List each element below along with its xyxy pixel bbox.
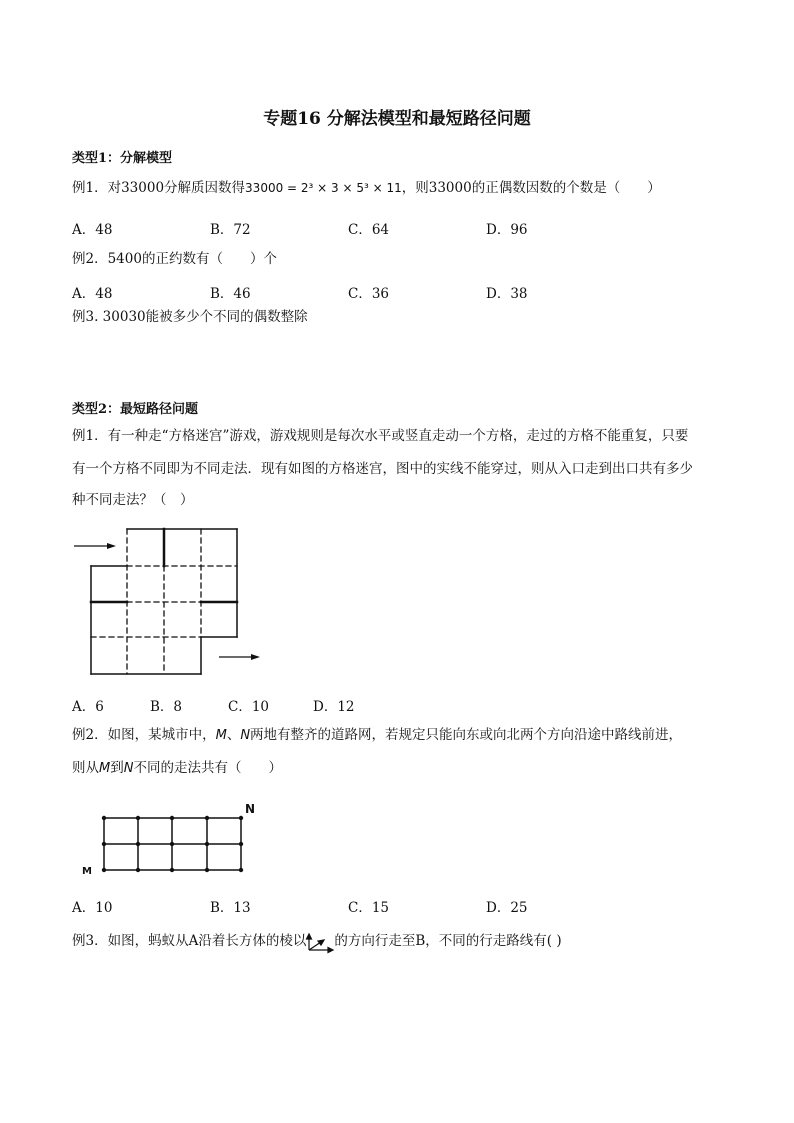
option-d: D．96 [486, 222, 528, 238]
grid-question-l2-post: 不同的走法共有（ ） [133, 760, 282, 776]
grid-question-prefix: 例2．如图，某城市中， [72, 727, 216, 743]
figure-m-label: M [82, 866, 92, 877]
maze-question-line-2: 有一个方格不同即为不同走法．现有如图的方格迷宫，图中的实线不能穿过，则从入口走到出口共有多少 [72, 461, 693, 477]
grid-question-l2-mid: 到 [110, 760, 124, 776]
option-d: D．12 [313, 699, 355, 715]
option-c: C．64 [348, 222, 390, 238]
example-1-prefix: 例1．对33000分解质因数得 [72, 180, 246, 196]
option-a: A．48 [72, 222, 113, 238]
maze-question-line-1: 例1．有一种走“方格迷宫”游戏，游戏规则是每次水平或竖直走动一个方格，走过的方格不能重复，只要 [72, 428, 689, 444]
section-heading-shortest-path: 类型2：最短路径问题 [72, 402, 199, 417]
ant-question-suffix: 的方向行走至B，不同的行走路线有( ) [334, 933, 562, 949]
option-c: C．15 [348, 900, 390, 916]
option-a: A．48 [72, 286, 113, 302]
option-c: C．36 [348, 286, 390, 302]
option-d: D．25 [486, 900, 528, 916]
figure-n-label: N [245, 802, 256, 816]
grid-question-line-1-rest: 两地有整齐的道路网，若规定只能向东或向北两个方向沿途中路线前进， [250, 727, 683, 743]
point-n-label: N [123, 761, 134, 776]
ant-question [72, 931, 562, 951]
option-a: A．10 [72, 900, 113, 916]
separator: 、 [226, 727, 241, 743]
example-3-question: 例3. 30030能被多少个不同的偶数整除 [72, 309, 308, 325]
option-b: B．72 [210, 222, 251, 238]
example-2-question: 例2．5400的正约数有（ ）个 [72, 251, 277, 267]
example-1-formula: 33000 = 2³ × 3 × 5³ × 11 [245, 181, 402, 195]
ant-question-prefix: 例3．如图，蚂蚁从A沿着长方体的棱以 [72, 933, 307, 949]
maze-question-line-3: 种不同走法？（ ） [72, 492, 194, 508]
direction-arrows-icon [306, 933, 334, 951]
point-m-label: M [215, 728, 227, 743]
section-heading-decomposition: 类型1：分解模型 [72, 151, 173, 166]
grid-question-l2-pre: 则从 [72, 760, 99, 776]
option-d: D．38 [486, 286, 528, 302]
option-b: B．46 [210, 286, 251, 302]
option-c: C．10 [228, 699, 270, 715]
option-a: A．6 [72, 699, 104, 715]
option-b: B．8 [150, 699, 183, 715]
point-m-label: M [99, 761, 111, 776]
page-title: 专题16 分解法模型和最短路径问题 [263, 109, 531, 129]
point-n-label: N [240, 728, 251, 743]
option-b: B．13 [210, 900, 251, 916]
example-1-suffix: ，则33000的正偶数因数的个数是（ ） [401, 180, 661, 196]
